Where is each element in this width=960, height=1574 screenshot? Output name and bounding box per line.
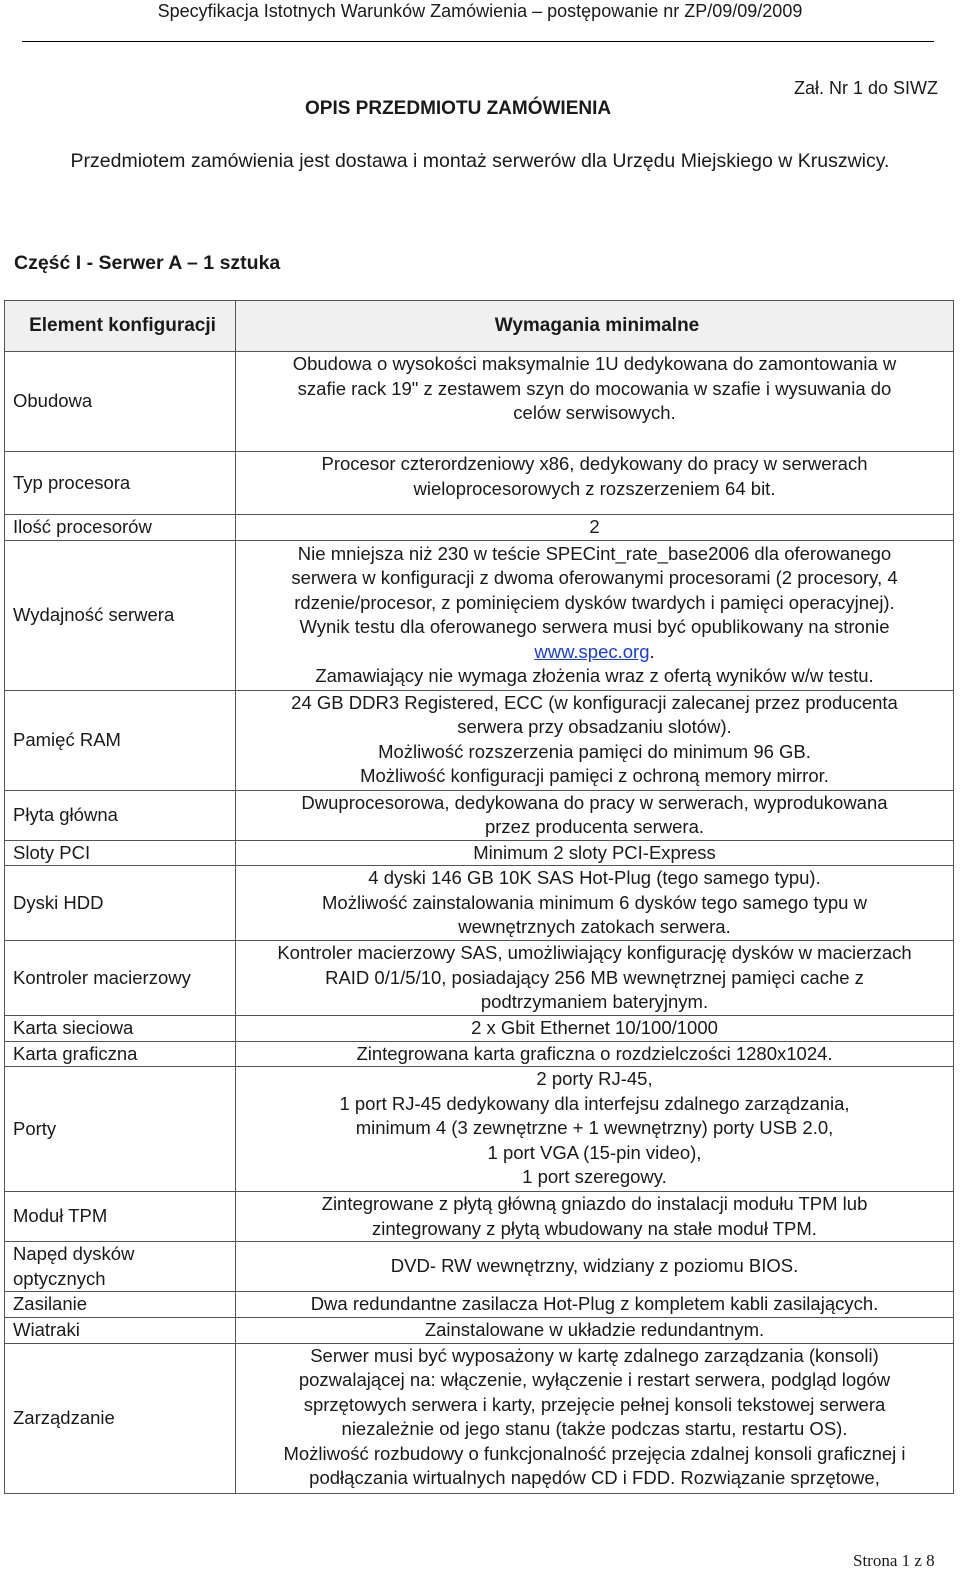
requirement-cell	[236, 941, 954, 1016]
requirement-line: Dwa redundantne zasilacza Hot-Plug z kompletem kabli zasilających.	[310, 1293, 879, 1314]
part-heading: Część I - Serwer A – 1 sztuka	[14, 252, 281, 274]
element-cell: Zasilanie	[5, 1292, 236, 1318]
element-cell: Napęd dysków optycznych	[5, 1242, 236, 1292]
requirement-line: Możliwość konfiguracji pamięci z ochroną memory mirror.	[360, 765, 829, 786]
requirement-line: przez producenta serwera.	[484, 816, 705, 837]
requirement-cell	[236, 840, 954, 866]
requirement-cell	[236, 866, 954, 941]
requirement-line: 2 x Gbit Ethernet 10/100/1000	[471, 1017, 718, 1038]
requirement-line: Możliwość rozszerzenia pamięci do minimum 96 GB.	[378, 740, 811, 762]
element-cell: Typ procesora	[5, 452, 236, 515]
element-cell: Moduł TPM	[5, 1192, 236, 1242]
requirement-cell	[236, 515, 954, 541]
requirement-line: Zintegrowana karta graficzna o rozdzielczości 1280x1024.	[356, 1042, 833, 1064]
table-row	[5, 1041, 954, 1067]
table-row	[5, 690, 954, 790]
requirement-cell	[236, 352, 954, 452]
table-row	[5, 515, 954, 541]
requirement-cell	[236, 540, 954, 690]
element-cell: Pamięć RAM	[5, 690, 236, 790]
requirement-line: podłączania wirtualnych napędów CD i FDD. Rozwiązanie sprzętowe,	[309, 1467, 880, 1488]
table-row	[5, 1317, 954, 1343]
table-row	[5, 840, 954, 866]
element-cell: Wiatraki	[5, 1317, 236, 1343]
requirement-line: 24 GB DDR3 Registered, ECC (w konfiguracji zalecanej przez producenta	[291, 691, 898, 713]
table-row	[5, 352, 954, 452]
requirement-line: Kontroler macierzowy SAS, umożliwiający konfigurację dysków w macierzach	[277, 942, 912, 963]
requirement-line: 1 port szeregowy.	[522, 1166, 667, 1187]
requirement-line: Dwuprocesorowa, dedykowana do pracy w serwerach, wyprodukowana	[301, 791, 888, 813]
requirement-line: 1 port RJ-45 dedykowany dla interfejsu zdalnego zarządzania,	[339, 1092, 850, 1114]
requirement-line: 4 dyski 146 GB 10K SAS Hot-Plug (tego samego typu).	[368, 867, 821, 888]
requirement-line: szafie rack 19" z zestawem szyn do mocowania w szafie i wysuwania do	[297, 377, 892, 399]
requirement-line: Zainstalowane w układzie redundantnym.	[424, 1318, 765, 1340]
element-cell: Karta sieciowa	[5, 1016, 236, 1042]
requirement-line: minimum 4 (3 zewnętrzne + 1 wewnętrzny) porty USB 2.0,	[355, 1117, 834, 1138]
requirement-line: Procesor czterordzeniowy x86, dedykowany do pracy w serwerach	[321, 453, 868, 474]
requirement-line: wieloprocesorowych z rozszerzeniem 64 bit.	[413, 477, 776, 499]
element-cell: Ilość procesorów	[5, 515, 236, 541]
requirement-cell	[236, 690, 954, 790]
requirement-line: rdzenie/procesor, z pominięciem dysków twardych i pamięci operacyjnej).	[294, 591, 895, 613]
requirement-line: Możliwość rozbudowy o funkcjonalność przejęcia zdalnej konsoli graficznej i	[283, 1442, 906, 1464]
requirement-line: serwera przy obsadzaniu slotów).	[457, 716, 732, 737]
requirement-link-line	[242, 640, 947, 665]
requirement-cell	[236, 1016, 954, 1042]
table-row	[5, 1343, 954, 1493]
intro-text: Przedmiotem zamówienia jest dostawa i montaż serwerów dla Urzędu Miejskiego w Kruszwicy.	[70, 150, 890, 172]
requirement-line: DVD- RW wewnętrzny, widziany z poziomu BIOS.	[390, 1255, 799, 1277]
requirement-line: Obudowa o wysokości maksymalnie 1U dedykowana do zamontowania w	[292, 353, 897, 374]
element-cell: Karta graficzna	[5, 1041, 236, 1067]
requirement-line: RAID 0/1/5/10, posiadający 256 MB wewnętrznej pamięci cache z	[325, 966, 864, 988]
requirement-line: zintegrowany z płytą wbudowany na stałe moduł TPM.	[372, 1217, 817, 1239]
element-cell: Kontroler macierzowy	[5, 941, 236, 1016]
link-suffix: .	[649, 640, 655, 662]
table-row	[5, 1292, 954, 1318]
spec-org-link[interactable]: www.spec.org	[534, 640, 650, 662]
document-title: OPIS PRZEDMIOTU ZAMÓWIENIA	[305, 98, 612, 119]
requirement-cell	[236, 1041, 954, 1067]
requirement-line: Minimum 2 sloty PCI-Express	[473, 841, 716, 863]
element-cell: Obudowa	[5, 352, 236, 452]
table-header-row	[5, 301, 954, 352]
table-row	[5, 540, 954, 690]
requirement-cell	[236, 1343, 954, 1493]
requirement-line: 2 porty RJ-45,	[536, 1068, 653, 1089]
element-cell: Wydajność serwera	[5, 540, 236, 690]
requirement-cell	[236, 452, 954, 515]
element-cell: Dyski HDD	[5, 866, 236, 941]
table-row	[5, 790, 954, 840]
requirement-line: podtrzymaniem bateryjnym.	[480, 991, 709, 1012]
table-row	[5, 1242, 954, 1292]
header-element: Element konfiguracji	[5, 301, 236, 352]
requirement-line: wewnętrznych zatokach serwera.	[458, 916, 731, 937]
element-cell: Porty	[5, 1067, 236, 1192]
table-row	[5, 866, 954, 941]
table-row	[5, 1067, 954, 1192]
requirement-line: 1 port VGA (15-pin video),	[487, 1141, 702, 1163]
requirement-line: celów serwisowych.	[513, 402, 676, 423]
requirement-line: Zintegrowane z płytą główną gniazdo do instalacji modułu TPM lub	[321, 1193, 868, 1214]
header-divider	[22, 41, 934, 42]
page-header: Specyfikacja Istotnych Warunków Zamówienia – postępowanie nr ZP/09/09/2009	[157, 1, 803, 21]
requirement-line: Zamawiający nie wymaga złożenia wraz z ofertą wyników w/w testu.	[315, 665, 874, 686]
page-number: Strona 1 z 8	[853, 1551, 935, 1570]
table-body	[5, 352, 954, 1494]
requirement-cell	[236, 1317, 954, 1343]
element-cell: Sloty PCI	[5, 840, 236, 866]
requirement-line: Serwer musi być wyposażony w kartę zdalnego zarządzania (konsoli)	[310, 1344, 879, 1366]
requirement-line: pozwalającej na: włączenie, wyłączenie i restart serwera, podgląd logów	[298, 1369, 891, 1390]
requirement-line: niezależnie od jego stanu (także podczas startu, restartu OS).	[341, 1418, 848, 1439]
header-requirements: Wymagania minimalne	[236, 301, 954, 352]
table-row	[5, 941, 954, 1016]
element-cell: Płyta główna	[5, 790, 236, 840]
requirement-cell	[236, 790, 954, 840]
requirement-line: Wynik testu dla oferowanego serwera musi być opublikowany na stronie	[299, 616, 890, 637]
specification-table	[4, 300, 954, 1494]
requirement-line: sprzętowych serwera i karty, przejęcie pełnej konsoli tekstowej serwera	[303, 1393, 886, 1415]
requirement-cell	[236, 1067, 954, 1192]
requirement-cell	[236, 1192, 954, 1242]
table-row	[5, 1192, 954, 1242]
requirement-line: Nie mniejsza niż 230 w teście SPECint_rate_base2006 dla oferowanego	[297, 542, 892, 564]
requirement-cell	[236, 1292, 954, 1318]
element-cell: Zarządzanie	[5, 1343, 236, 1493]
requirement-line: serwera w konfiguracji z dwoma oferowanymi procesorami (2 procesory, 4	[291, 567, 898, 588]
requirement-line: 2	[589, 516, 600, 537]
table-row	[5, 452, 954, 515]
attachment-label: Zał. Nr 1 do SIWZ	[794, 78, 939, 98]
requirement-line: Możliwość zainstalowania minimum 6 dysków tego samego typu w	[322, 891, 867, 913]
table-row	[5, 1016, 954, 1042]
requirement-cell	[236, 1242, 954, 1292]
